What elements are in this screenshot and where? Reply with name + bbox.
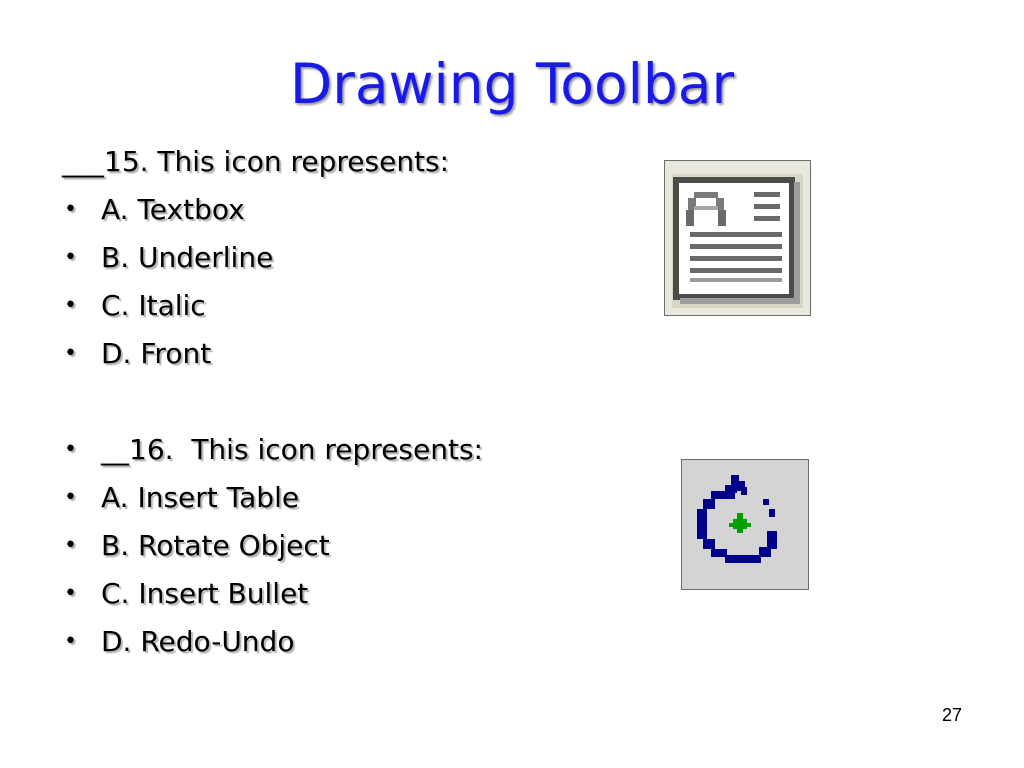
answer-option-label: B. Underline <box>101 241 274 274</box>
answer-option <box>62 282 483 330</box>
bullet-icon: • <box>64 197 77 222</box>
bullet-icon: • <box>64 581 77 606</box>
answer-option-label: A. Insert Table <box>101 481 300 514</box>
page-number: 27 <box>941 705 962 725</box>
answer-option-label: D. Front <box>101 337 212 370</box>
answer-option-label: C. Italic <box>101 289 206 322</box>
bullet-icon: • <box>64 341 77 366</box>
bullet-icon: • <box>64 293 77 318</box>
free-rotate-icon <box>681 459 809 590</box>
answer-option <box>62 186 483 234</box>
spacer <box>62 378 483 426</box>
question-prompt-label: __16. This icon represents: <box>101 433 483 466</box>
bullet-icon: • <box>64 245 77 270</box>
slide-title: Drawing Toolbar <box>289 52 735 116</box>
answer-option <box>62 618 483 666</box>
question-prompt <box>62 426 483 474</box>
bullet-icon: • <box>64 437 77 462</box>
bullet-icon: • <box>64 629 77 654</box>
question-list <box>62 138 483 666</box>
question-prompt: ___15. This icon represents: <box>62 145 450 178</box>
answer-option <box>62 522 483 570</box>
answer-option <box>62 330 483 378</box>
textbox-icon <box>664 160 811 316</box>
answer-option <box>62 234 483 282</box>
answer-option <box>62 474 483 522</box>
answer-option-label: A. Textbox <box>101 193 245 226</box>
answer-option <box>62 570 483 618</box>
bullet-icon: • <box>64 485 77 510</box>
answer-option-label: B. Rotate Object <box>101 529 330 562</box>
answer-option-label: D. Redo-Undo <box>101 625 295 658</box>
bullet-icon: • <box>64 533 77 558</box>
answer-option-label: C. Insert Bullet <box>101 577 309 610</box>
